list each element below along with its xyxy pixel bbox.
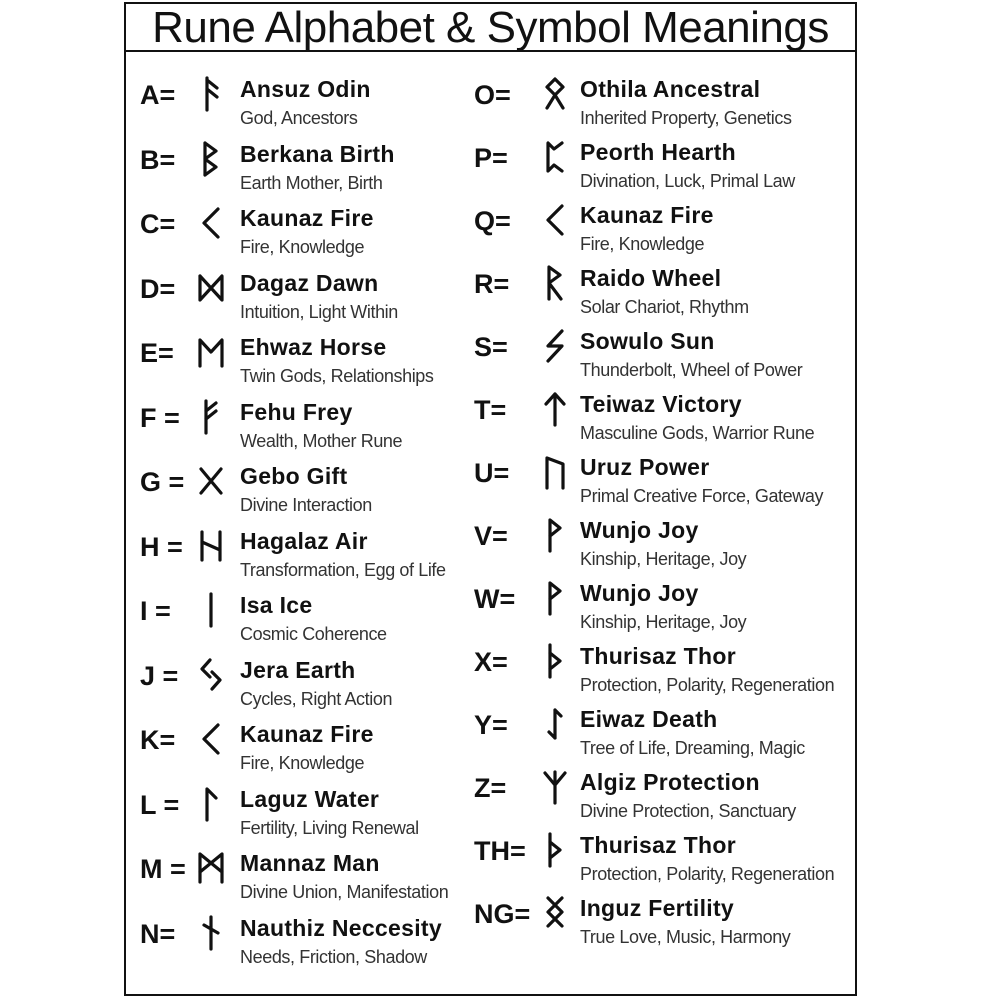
rune-entry <box>474 385 854 448</box>
rune-name: Thurisaz Thor <box>580 832 736 858</box>
rune-name: Kaunaz Fire <box>580 202 714 228</box>
laguz-rune-icon <box>196 786 226 822</box>
rune-meaning: God, Ancestors <box>240 108 358 128</box>
rune-name: Thurisaz Thor <box>580 643 736 669</box>
rune-letter: W= <box>474 584 516 614</box>
rune-entry <box>140 780 480 845</box>
rune-meaning: Protection, Polarity, Regeneration <box>580 675 835 695</box>
rune-meaning: Kinship, Heritage, Joy <box>580 549 747 569</box>
wunjo-rune-icon <box>540 580 570 616</box>
rune-meaning: Transformation, Egg of Life <box>240 559 446 580</box>
rune-letter: T= <box>474 395 507 425</box>
rune-letter: A= <box>140 80 176 110</box>
rune-name: Sowulo Sun <box>580 328 715 354</box>
rune-name: Hagalaz Air <box>240 527 368 554</box>
rune-name: Mannaz Man <box>240 850 380 876</box>
sowulo-rune-icon <box>540 328 570 364</box>
rune-letter: H = <box>140 531 183 562</box>
page-title: Rune Alphabet & Symbol Meanings <box>126 4 855 52</box>
rune-name: Ehwaz Horse <box>240 334 387 360</box>
rune-meaning: Twin Gods, Relationships <box>240 366 434 386</box>
mannaz-rune-icon <box>196 850 226 886</box>
rune-letter: J = <box>140 660 179 691</box>
ansuz-rune-icon <box>196 76 226 112</box>
rune-name: Jera Earth <box>240 656 356 683</box>
rune-letter: K= <box>140 725 176 755</box>
rune-letter: U= <box>474 458 510 488</box>
rune-meaning: Fire, Knowledge <box>240 753 365 773</box>
othila-rune-icon <box>540 76 570 112</box>
rune-meaning: Divine Union, Manifestation <box>240 882 449 902</box>
inguz-rune-icon <box>540 895 570 931</box>
rune-entry <box>474 322 854 385</box>
rune-entry <box>474 448 854 511</box>
rune-meaning: True Love, Music, Harmony <box>580 927 791 947</box>
rune-entry <box>474 763 854 826</box>
peorth-rune-icon <box>540 139 570 175</box>
teiwaz-rune-icon <box>540 391 570 427</box>
rune-letter: M = <box>140 854 186 884</box>
rune-meaning: Divine Protection, Sanctuary <box>580 801 796 821</box>
rune-letter: G = <box>140 467 185 497</box>
rune-entry <box>140 264 480 329</box>
rune-name: Kaunaz Fire <box>240 205 374 231</box>
rune-letter: X= <box>474 647 508 677</box>
rune-entry <box>140 715 480 780</box>
rune-meaning: Tree of Life, Dreaming, Magic <box>580 738 805 758</box>
rune-entry <box>140 393 480 458</box>
rune-letter: C= <box>140 209 176 239</box>
right-column <box>474 70 854 952</box>
rune-entry <box>474 70 854 133</box>
rune-letter: R= <box>474 269 510 299</box>
rune-name: Laguz Water <box>240 785 380 812</box>
rune-meaning: Needs, Friction, Shadow <box>240 946 427 967</box>
rune-name: Uruz Power <box>580 454 710 480</box>
rune-name: Inguz Fertility <box>580 895 734 921</box>
rune-entry <box>474 133 854 196</box>
rune-entry <box>140 328 480 393</box>
eiwaz-rune-icon <box>540 706 570 742</box>
nauthiz-rune-icon <box>196 915 226 951</box>
rune-letter: E= <box>140 338 174 368</box>
rune-meaning: Inherited Property, Genetics <box>580 108 792 128</box>
dagaz-rune-icon <box>196 270 226 306</box>
rune-name: Algiz Protection <box>580 769 760 795</box>
rune-entry <box>140 135 480 200</box>
rune-entry <box>474 511 854 574</box>
rune-letter: B= <box>140 144 176 175</box>
rune-meaning: Solar Chariot, Rhythm <box>580 297 749 317</box>
rune-entry <box>140 522 480 587</box>
ehwaz-rune-icon <box>196 334 226 370</box>
rune-name: Dagaz Dawn <box>240 269 379 296</box>
rune-name: Nauthiz Neccesity <box>240 914 442 941</box>
rune-name: Othila Ancestral <box>580 76 761 102</box>
rune-entry <box>474 826 854 889</box>
rune-letter: F = <box>140 402 180 433</box>
rune-letter: S= <box>474 332 508 362</box>
rune-name: Wunjo Joy <box>580 517 699 543</box>
wunjo-rune-icon <box>540 517 570 553</box>
rune-entry <box>140 70 480 135</box>
algiz-rune-icon <box>540 769 570 805</box>
thurisaz-rune-icon <box>540 643 570 679</box>
rune-letter: NG= <box>474 899 531 929</box>
rune-meaning: Thunderbolt, Wheel of Power <box>580 360 803 380</box>
rune-entry <box>474 196 854 259</box>
rune-entry <box>474 259 854 322</box>
rune-meaning: Fire, Knowledge <box>580 234 705 254</box>
rune-meaning: Masculine Gods, Warrior Rune <box>580 423 815 443</box>
rune-entry <box>474 637 854 700</box>
rune-chart <box>124 2 857 996</box>
rune-name: Raido Wheel <box>580 265 722 291</box>
kaunaz-rune-icon <box>540 202 570 238</box>
rune-entry <box>474 700 854 763</box>
rune-entry <box>140 909 480 974</box>
rune-entry <box>140 844 480 909</box>
rune-letter: O= <box>474 80 511 110</box>
rune-meaning: Protection, Polarity, Regeneration <box>580 864 835 884</box>
rune-letter: Y= <box>474 710 508 740</box>
rune-name: Isa Ice <box>240 592 313 618</box>
rune-letter: D= <box>140 273 176 304</box>
jera-rune-icon <box>196 657 226 693</box>
hagalaz-rune-icon <box>196 528 226 564</box>
fehu-rune-icon <box>196 399 226 435</box>
rune-letter: L = <box>140 789 180 820</box>
kaunaz-rune-icon <box>196 721 226 757</box>
rune-name: Wunjo Joy <box>580 580 699 606</box>
isa-rune-icon <box>196 592 226 628</box>
rune-letter: TH= <box>474 836 526 866</box>
berkana-rune-icon <box>196 141 226 177</box>
rune-meaning: Kinship, Heritage, Joy <box>580 612 747 632</box>
rune-name: Berkana Birth <box>240 140 395 167</box>
rune-name: Fehu Frey <box>240 398 353 425</box>
rune-name: Teiwaz Victory <box>580 391 742 417</box>
rune-entry <box>474 574 854 637</box>
rune-letter: I = <box>140 596 171 626</box>
rune-meaning: Intuition, Light Within <box>240 301 398 322</box>
rune-meaning: Cosmic Coherence <box>240 624 387 644</box>
left-column <box>140 70 480 973</box>
rune-entry <box>140 651 480 716</box>
rune-meaning: Cycles, Right Action <box>240 688 393 709</box>
rune-entry <box>140 586 480 651</box>
rune-meaning: Fire, Knowledge <box>240 237 365 257</box>
gebo-rune-icon <box>196 463 226 499</box>
raido-rune-icon <box>540 265 570 301</box>
kaunaz-rune-icon <box>196 205 226 241</box>
thurisaz-rune-icon <box>540 832 570 868</box>
rune-meaning: Divination, Luck, Primal Law <box>580 171 795 191</box>
uruz-rune-icon <box>540 454 570 490</box>
rune-name: Ansuz Odin <box>240 76 371 102</box>
rune-name: Peorth Hearth <box>580 139 736 165</box>
rune-meaning: Wealth, Mother Rune <box>240 430 403 451</box>
rune-letter: P= <box>474 143 508 173</box>
rune-entry <box>474 889 854 952</box>
rune-name: Eiwaz Death <box>580 706 718 732</box>
rune-meaning: Fertility, Living Renewal <box>240 817 419 838</box>
rune-name: Gebo Gift <box>240 463 348 489</box>
rune-meaning: Divine Interaction <box>240 495 372 515</box>
rune-meaning: Earth Mother, Birth <box>240 172 383 193</box>
rune-letter: V= <box>474 521 508 551</box>
rune-letter: Z= <box>474 773 507 803</box>
rune-letter: N= <box>140 918 176 949</box>
rune-entry <box>140 199 480 264</box>
rune-name: Kaunaz Fire <box>240 721 374 747</box>
rune-entry <box>140 457 480 522</box>
rune-meaning: Primal Creative Force, Gateway <box>580 486 824 506</box>
rune-letter: Q= <box>474 206 511 236</box>
